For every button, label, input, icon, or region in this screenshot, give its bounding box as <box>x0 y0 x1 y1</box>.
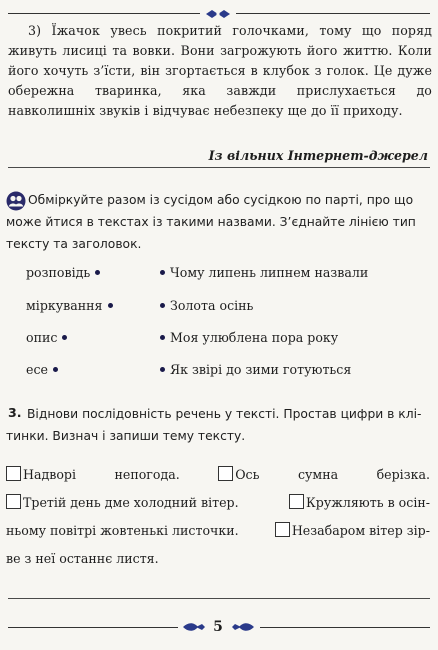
word: Ось <box>235 467 260 482</box>
sentence-row <box>6 545 430 573</box>
text-title-label: Як звірі до зими готуються <box>170 362 352 377</box>
text-title-label: Золота осінь <box>170 298 254 313</box>
connector-dot[interactable] <box>160 335 165 340</box>
text-title-item[interactable] <box>160 265 368 280</box>
ornament-icon <box>204 8 232 20</box>
divider <box>8 598 430 599</box>
task3-line: тинки. Визнач і запиши тему тексту. <box>6 429 246 443</box>
connector-dot[interactable] <box>160 303 165 308</box>
sentence-text: ньому повітрі жовтенькі листочки. <box>6 523 239 538</box>
text-title-label: Чому липень липнем назвали <box>170 265 369 280</box>
connector-dot[interactable] <box>160 270 165 275</box>
top-ornament <box>0 8 438 20</box>
sentence-row <box>6 517 430 545</box>
text-type-item[interactable] <box>26 362 63 377</box>
divider <box>8 167 430 168</box>
sentence-text: Третій день дме холодний вітер. <box>23 495 239 510</box>
text-type-label: міркування <box>26 298 103 313</box>
connector-dot[interactable] <box>62 335 67 340</box>
text-type-item[interactable] <box>26 265 105 280</box>
order-checkbox[interactable] <box>6 494 21 509</box>
order-checkbox[interactable] <box>275 522 290 537</box>
sentence-row <box>6 489 430 517</box>
page-number: 5 <box>213 619 223 635</box>
text-type-item[interactable] <box>26 298 118 313</box>
text-title-label: Моя улюблена пора року <box>170 330 339 345</box>
order-checkbox[interactable] <box>218 466 233 481</box>
word: сумна <box>297 467 339 482</box>
text-title-item[interactable] <box>160 298 253 313</box>
ornament-icon <box>182 621 206 633</box>
task3-line: Віднови послідовність речень у тексті. Простав цифри в клі- <box>27 407 422 421</box>
text-title-item[interactable] <box>160 330 338 345</box>
text-title-item[interactable] <box>160 362 351 377</box>
text-type-label: есе <box>26 362 48 377</box>
word: непогода. <box>114 467 180 482</box>
task2-line: Обміркуйте разом із сусідом або сусідкою по парті, про що <box>28 193 414 207</box>
text-type-label: опис <box>26 330 58 345</box>
task2-line: тексту та заголовок. <box>6 237 142 251</box>
task2-line: може йтися в текстах із такими назвами. З’єднайте лінією тип <box>6 215 416 229</box>
text-type-label: розповідь <box>26 265 91 280</box>
passage-paragraph: 3) Їжачок увесь покритий голочками, тому що поряд живуть лисиці та вовки. Вони загрожують його життю. Коли його хочуть з’їсти, він згортається в клубок з голок. Це дуже обережна тваринка, яка завжди прислухається до навколишніх звуків і відчуває небезпеку ще до її приходу. <box>8 23 432 118</box>
word: Надворі <box>23 467 77 482</box>
task3-instructions <box>6 403 432 447</box>
story-passage <box>8 21 432 121</box>
connector-dot[interactable] <box>108 303 113 308</box>
ornament-icon <box>231 621 255 633</box>
order-checkbox[interactable] <box>6 466 21 481</box>
sentence-row <box>6 461 430 489</box>
order-checkbox[interactable] <box>289 494 304 509</box>
task2-instructions <box>6 189 432 255</box>
passage-source: Із вільних Інтернет-джерел <box>208 148 428 163</box>
sentence-text: Незабаром вітер зір- <box>291 523 430 538</box>
sentence-text: Кружляють в осін- <box>306 495 430 510</box>
word: берізка. <box>376 467 430 482</box>
sentence-text: ве з неї останнє листя. <box>6 551 159 566</box>
sentence-ordering <box>6 461 430 573</box>
task3-number: 3. <box>8 405 22 420</box>
text-type-item[interactable] <box>26 330 72 345</box>
connector-dot[interactable] <box>160 367 165 372</box>
connector-dot[interactable] <box>53 367 58 372</box>
pair-work-icon <box>6 191 26 211</box>
footer <box>0 618 438 636</box>
connector-dot[interactable] <box>95 270 100 275</box>
